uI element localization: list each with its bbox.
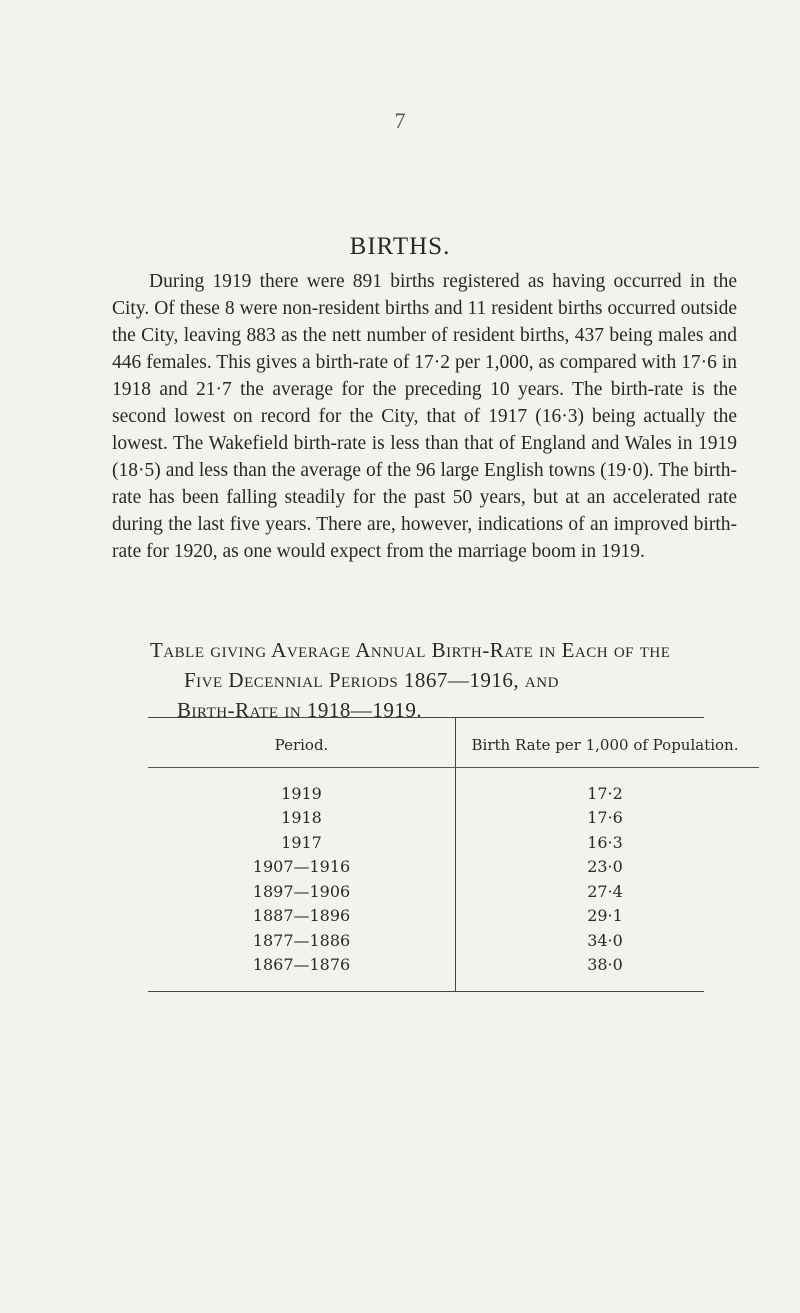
- cell-rate: 17·6: [587, 808, 623, 828]
- cell-period: 1917: [281, 832, 322, 852]
- cell-period: 1918: [281, 808, 322, 828]
- table-row: [148, 806, 758, 831]
- cell-period: 1867—1876: [252, 955, 351, 975]
- table-row: [148, 904, 758, 929]
- births-paragraph: During 1919 there were 891 births registered as having occurred in the City. Of these 8 were non-resident births and 11 resident births occurred outside the City, leaving 883 as the nett number of resident births, 437 being males and 446 females. This gives a birth-rate of 17·2 per 1,000, as compared with 17·6 in 1918 and 21·7 the average for the preceding 10 years. The birth-rate is the second lowest on record for the City, that of 1917 (16·3) being actually the lowest. The Wakefield birth-rate is less than that of England and Wales in 1919 (18·5) and less than the average of the 96 large English towns (19·0). The birth-rate has been falling steadily for the past 50 years, but at an accelerated rate during the last five years. There are, however, indications of an improved birth-rate for 1920, as one would expect from the marriage boom in 1919.: [112, 271, 737, 562]
- cell-rate: 29·1: [587, 906, 623, 926]
- table-row: [148, 855, 758, 880]
- page-number: 7: [394, 108, 406, 133]
- table-bottom-rule: [148, 991, 704, 992]
- header-rule-left: [148, 767, 455, 768]
- cell-rate: 16·3: [587, 832, 623, 852]
- table-top-rule: [148, 717, 704, 718]
- table-row: [148, 953, 758, 978]
- table-row: [148, 879, 758, 904]
- header-birth-rate: Birth Rate per 1,000 of Population.: [471, 736, 739, 754]
- table-caption-line-3: Birth-Rate in 1918—1919.: [177, 698, 423, 722]
- header-period: Period.: [274, 736, 329, 754]
- table-caption-line-2: Five Decennial Periods 1867—1916, and: [184, 668, 559, 692]
- cell-period: 1919: [281, 783, 322, 803]
- cell-rate: 27·4: [587, 881, 623, 901]
- table-caption: [150, 635, 790, 725]
- table-caption-line-1: Table giving Average Annual Birth-Rate in Each of the: [150, 638, 671, 662]
- cell-period: 1897—1906: [252, 881, 351, 901]
- table-row: [148, 830, 758, 855]
- cell-period: 1907—1916: [252, 857, 351, 877]
- cell-rate: 17·2: [587, 783, 623, 803]
- cell-period: 1877—1886: [252, 930, 351, 950]
- table-body: [148, 781, 758, 977]
- cell-rate: 23·0: [587, 857, 623, 877]
- cell-period: 1887—1896: [252, 906, 351, 926]
- cell-rate: 38·0: [587, 955, 623, 975]
- cell-rate: 34·0: [587, 930, 623, 950]
- header-rule-right: [455, 767, 759, 768]
- section-heading: BIRTHS.: [349, 233, 451, 260]
- table-row: [148, 928, 758, 953]
- table-row: [148, 781, 758, 806]
